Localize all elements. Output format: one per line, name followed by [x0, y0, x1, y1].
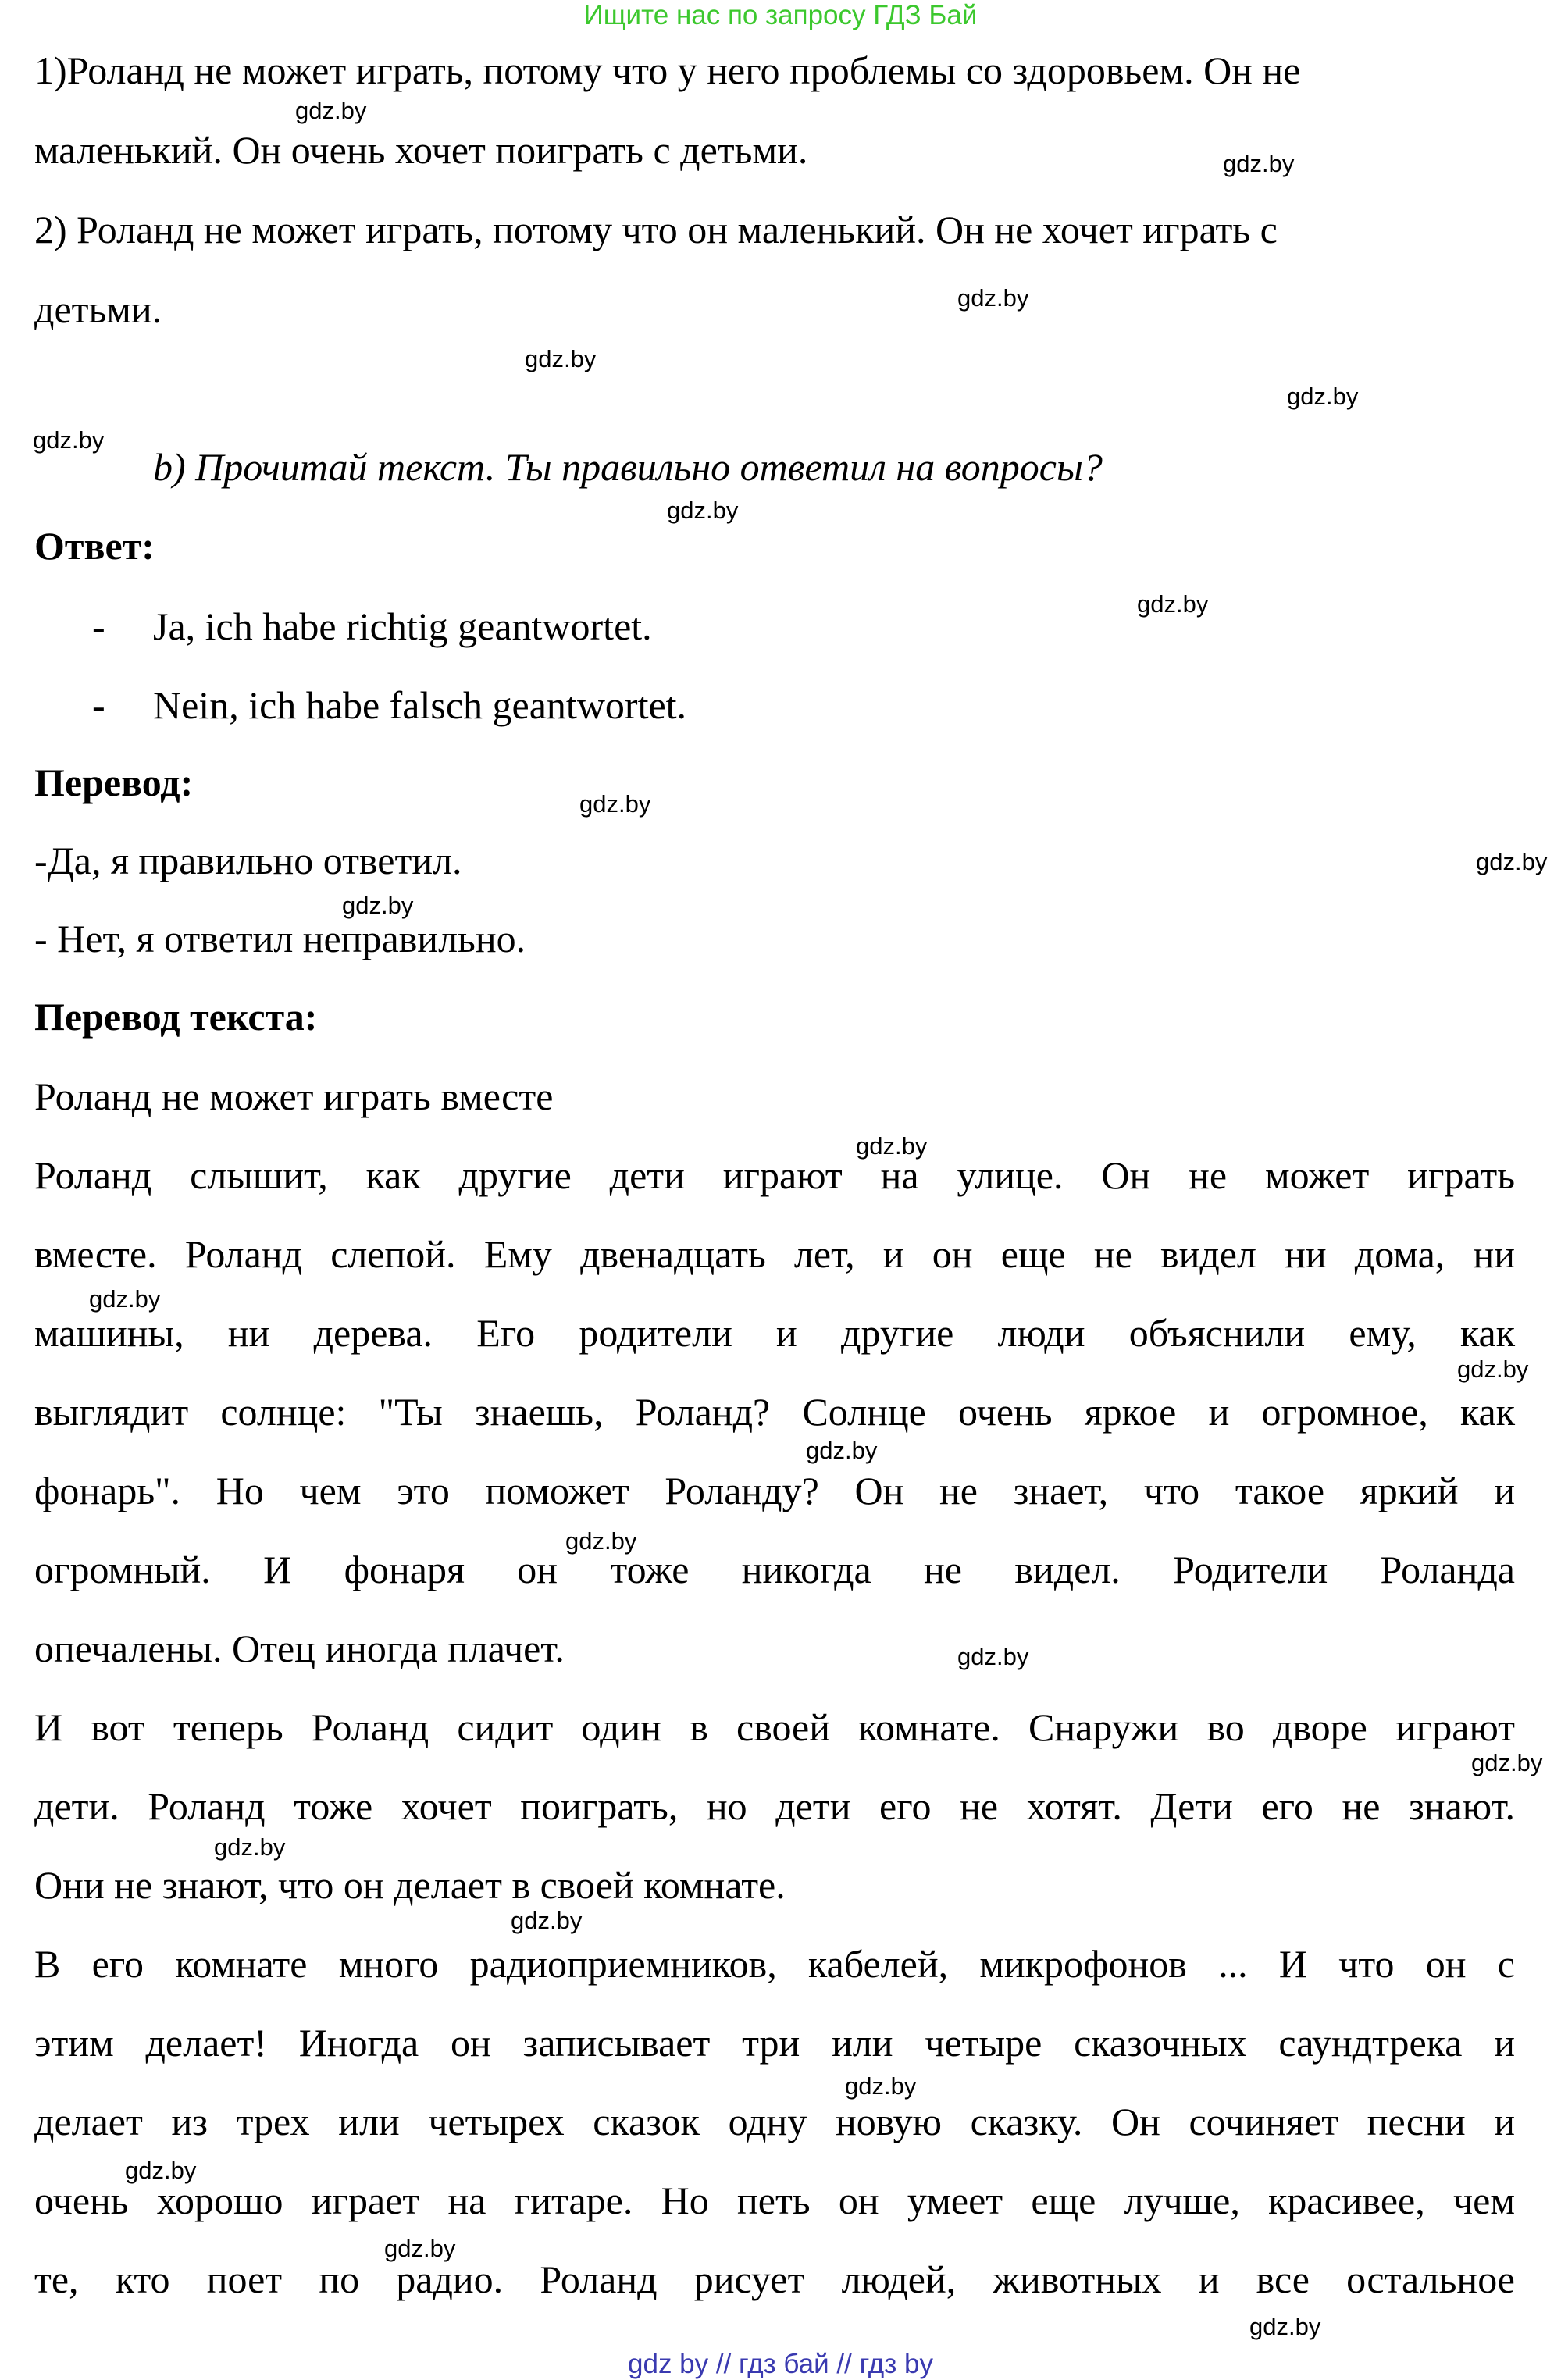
story-line: Они не знают, что он делает в своей комнате. [34, 1863, 786, 1907]
story-line: Роланд слышит, как другие дети играют на улице. Он не может играть [34, 1153, 1515, 1197]
task-b-question: b) Прочитай текст. Ты правильно ответил на вопросы? [153, 445, 1103, 489]
story-line: очень хорошо играет на гитаре. Но петь он умеет еще лучше, красивее, чем [34, 2179, 1515, 2222]
watermark: gdz.by [295, 97, 367, 124]
story-line: В его комнате много радиоприемников, кабелей, микрофонов ... И что он с [34, 1942, 1515, 1986]
watermark: gdz.by [125, 2157, 197, 2184]
watermark: gdz.by [384, 2235, 456, 2262]
translation-line-1: -Да, я правильно ответил. [34, 839, 462, 882]
story-line: И вот теперь Роланд сидит один в своей комнате. Снаружи во дворе играют [34, 1705, 1515, 1749]
story-line: опечалены. Отец иногда плачет. [34, 1626, 565, 1670]
story-line: дети. Роланд тоже хочет поиграть, но дети его не хотят. Дети его не знают. [34, 1784, 1515, 1828]
footer-links[interactable]: gdz by // гдз бай // гдз by [628, 2349, 933, 2379]
watermark: gdz.by [1476, 848, 1548, 875]
text-translation-label: Перевод текста: [34, 995, 318, 1039]
answer-dash-1: - [92, 604, 105, 648]
watermark: gdz.by [342, 892, 414, 919]
story-line: огромный. И фонаря он тоже никогда не видел. Родители Роланда [34, 1548, 1515, 1591]
answer-option-2-line-2: детьми. [34, 287, 162, 331]
answer-option-1-line-2: маленький. Он очень хочет поиграть с детьми. [34, 128, 808, 172]
watermark: gdz.by [1137, 590, 1209, 618]
watermark: gdz.by [33, 426, 105, 454]
answer-option-1-line-1: 1)Роланд не может играть, потому что у него проблемы со здоровьем. Он не [34, 48, 1301, 92]
answer-dash-2: - [92, 683, 105, 727]
translation-line-2: - Нет, я ответил неправильно. [34, 917, 526, 960]
story-line: этим делает! Иногда он записывает три или четыре сказочных саундтрека и [34, 2021, 1515, 2065]
watermark: gdz.by [1471, 1749, 1543, 1776]
watermark: gdz.by [579, 790, 651, 818]
story-line: выглядит солнце: "Ты знаешь, Роланд? Солнце очень яркое и огромное, как [34, 1390, 1515, 1434]
answer-item-2: Nein, ich habe falsch geantwortet. [153, 683, 687, 727]
story-line: делает из трех или четырех сказок одну новую сказку. Он сочиняет песни и [34, 2100, 1515, 2143]
watermark: gdz.by [1457, 1356, 1529, 1383]
watermark: gdz.by [565, 1527, 637, 1555]
watermark: gdz.by [1249, 2313, 1321, 2340]
answer-item-1: Ja, ich habe richtig geantwortet. [153, 604, 652, 648]
watermark: gdz.by [856, 1132, 928, 1160]
watermark: gdz.by [845, 2072, 917, 2100]
watermark: gdz.by [667, 497, 739, 524]
watermark: gdz.by [525, 345, 597, 372]
watermark: gdz.by [89, 1285, 161, 1313]
answer-option-2-line-1: 2) Роланд не может играть, потому что он маленький. Он не хочет играть с [34, 208, 1278, 251]
story-title: Роланд не может играть вместе [34, 1074, 554, 1118]
watermark: gdz.by [957, 284, 1029, 312]
story-line: фонарь". Но чем это поможет Роланду? Он не знает, что такое яркий и [34, 1469, 1515, 1512]
watermark: gdz.by [957, 1643, 1029, 1670]
answer-label: Ответ: [34, 524, 155, 568]
translation-label: Перевод: [34, 761, 194, 804]
watermark: gdz.by [1287, 383, 1359, 410]
story-line: машины, ни дерева. Его родители и другие люди объяснили ему, как [34, 1311, 1515, 1355]
watermark: gdz.by [214, 1833, 286, 1861]
watermark: gdz.by [1223, 150, 1295, 177]
story-line: вместе. Роланд слепой. Ему двенадцать лет, и он еще не видел ни дома, ни [34, 1232, 1515, 1276]
story-line: те, кто поет по радио. Роланд рисует людей, животных и все остальное [34, 2257, 1515, 2301]
watermark: gdz.by [511, 1907, 583, 1934]
site-banner[interactable]: Ищите нас по запросу ГДЗ Бай [583, 0, 978, 30]
watermark: gdz.by [806, 1437, 878, 1464]
